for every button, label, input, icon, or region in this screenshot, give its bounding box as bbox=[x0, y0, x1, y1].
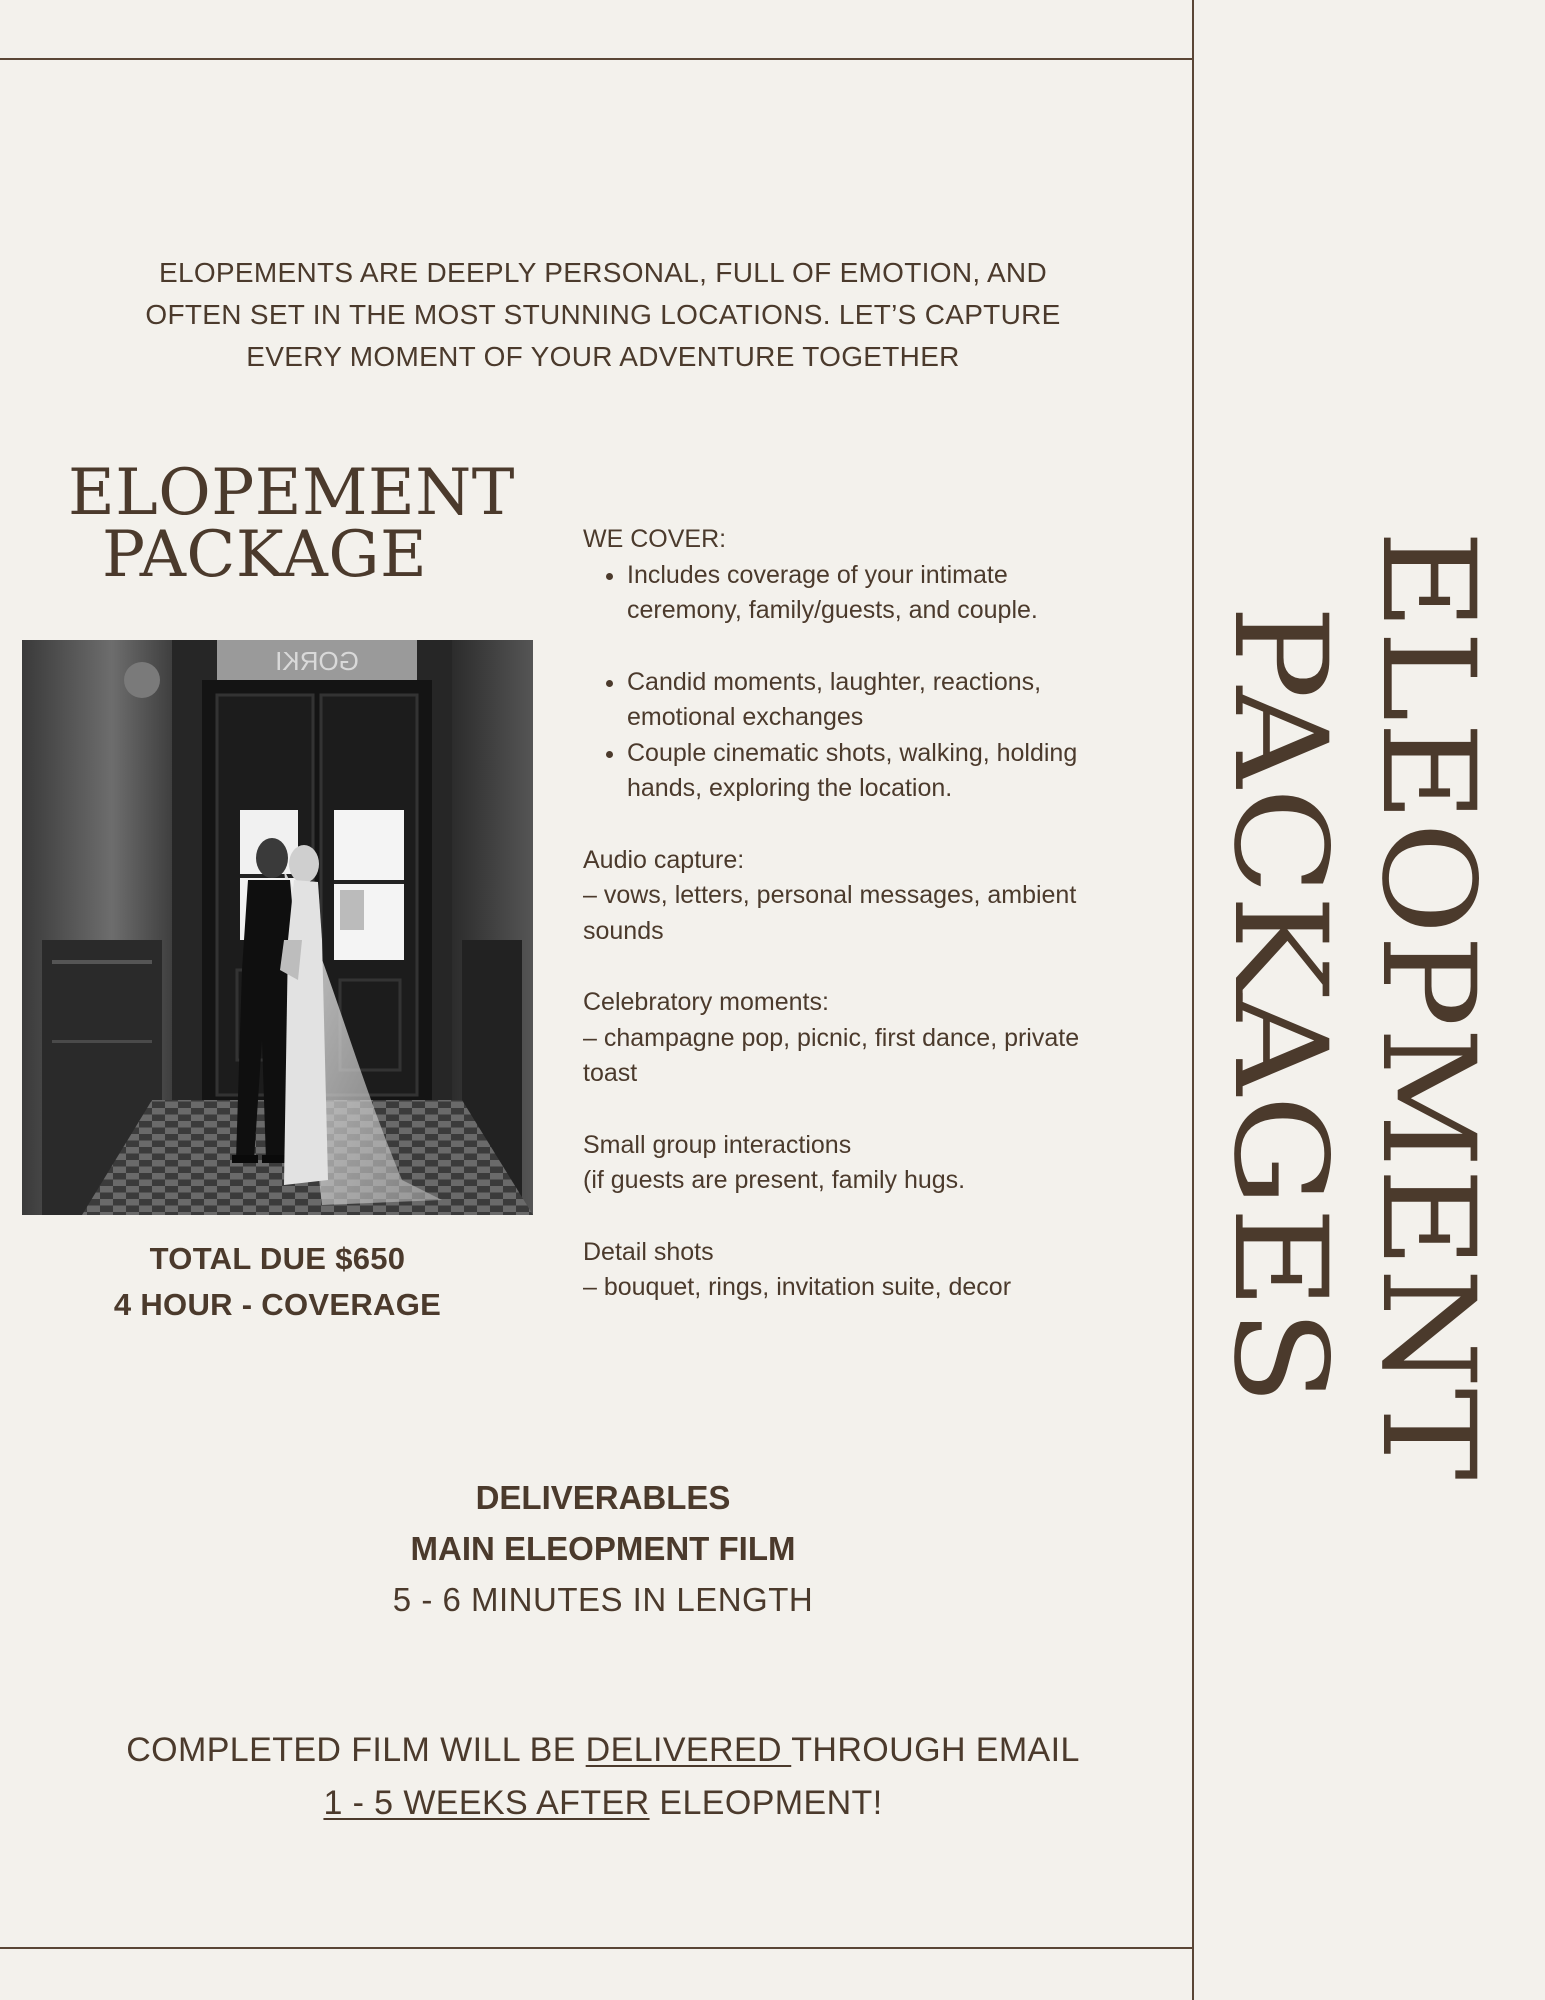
coverage-bullets bbox=[583, 665, 1103, 807]
photo-sign-text: GORKI bbox=[275, 646, 359, 676]
section-detail: – champagne pop, picnic, first dance, private toast bbox=[583, 1023, 1080, 1087]
top-divider bbox=[0, 58, 1193, 60]
deliverables-film: MAIN ELEOPMENT FILM bbox=[410, 1530, 796, 1567]
section-title: Detail shots bbox=[583, 1237, 714, 1266]
bottom-divider bbox=[0, 1947, 1193, 1949]
deliverables-block bbox=[200, 1472, 1006, 1625]
section-title: Audio capture: bbox=[583, 845, 745, 874]
coverage-bullets bbox=[583, 558, 1103, 629]
total-due: TOTAL DUE $650 bbox=[149, 1241, 406, 1276]
intro-text bbox=[100, 252, 1106, 378]
intro-line: ELOPEMENTS ARE DEEPLY PERSONAL, FULL OF EMOTION, AND bbox=[159, 257, 1047, 288]
delivery-note bbox=[60, 1724, 1146, 1830]
coverage-heading: WE COVER: bbox=[583, 525, 727, 553]
coverage-hours: 4 HOUR - COVERAGE bbox=[113, 1287, 442, 1322]
delivery-line bbox=[60, 1724, 1146, 1777]
delivery-line bbox=[60, 1777, 1146, 1830]
coverage-bullet: • Couple cinematic shots, walking, holding hands, exploring the location. bbox=[627, 736, 1103, 807]
deliverables-length: 5 - 6 MINUTES IN LENGTH bbox=[392, 1581, 814, 1618]
side-title bbox=[1194, 0, 1545, 2000]
package-pricing bbox=[22, 1236, 533, 1328]
side-title-line: PACKAGES bbox=[1205, 605, 1354, 1336]
delivery-underlined: DELIVERED bbox=[585, 1731, 792, 1769]
deliverables-heading: DELIVERABLES bbox=[475, 1479, 731, 1516]
coverage-bullet: • Candid moments, laughter, reactions, emotional exchanges bbox=[627, 665, 1103, 736]
side-title-line: ELEOPMENT bbox=[1353, 530, 1502, 1415]
delivery-text: COMPLETED FILM WILL BE bbox=[126, 1731, 586, 1769]
coverage-list bbox=[583, 522, 1103, 1306]
section-detail: (if guests are present, family hugs. bbox=[583, 1166, 966, 1194]
intro-line: OFTEN SET IN THE MOST STUNNING LOCATIONS. LET’S CAPTURE bbox=[145, 299, 1061, 330]
package-title-line: ELOPEMENT bbox=[68, 456, 515, 530]
delivery-underlined: 1 - 5 WEEKS AFTER bbox=[323, 1784, 650, 1822]
coverage-bullet: • Includes coverage of your intimate ceremony, family/guests, and couple. bbox=[627, 558, 1103, 629]
package-title bbox=[60, 456, 515, 592]
section-title: Celebratory moments: bbox=[583, 988, 829, 1016]
section-detail: – bouquet, rings, invitation suite, decor bbox=[583, 1273, 1012, 1301]
couple-photo bbox=[22, 640, 533, 1215]
package-title-line: PACKAGE bbox=[102, 518, 428, 592]
intro-line: EVERY MOMENT OF YOUR ADVENTURE TOGETHER bbox=[246, 341, 960, 372]
section-title: Small group interactions bbox=[583, 1130, 852, 1159]
delivery-text: ELEOPMENT! bbox=[649, 1784, 883, 1822]
section-detail: – vows, letters, personal messages, ambient sounds bbox=[583, 881, 1077, 945]
delivery-text: THROUGH EMAIL bbox=[791, 1731, 1080, 1769]
